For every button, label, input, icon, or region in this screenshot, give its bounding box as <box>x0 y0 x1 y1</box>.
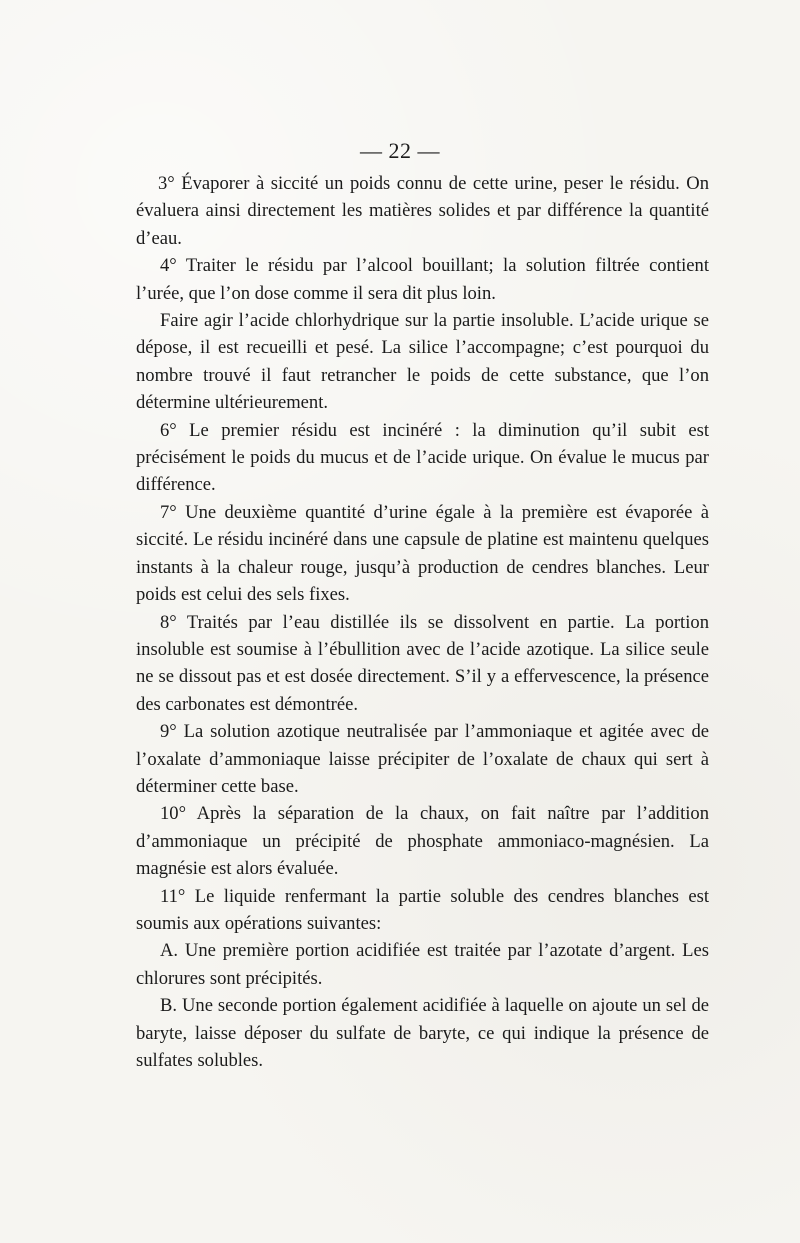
page-body <box>136 170 709 1074</box>
page-number: — 22 — <box>360 138 440 163</box>
paragraph-step-9: 9° La solution azotique neutralisée par l’ammoniaque et agitée avec de l’oxalate d’ammoniaque laisse précipiter de l’oxalate de chaux qui sert à déterminer cette base. <box>136 721 709 797</box>
paragraph-substep-b: B. Une seconde portion également acidifiée à laquelle on ajoute un sel de baryte, laisse déposer du sulfate de baryte, ce qui indique la présence de sulfates solubles. <box>136 995 709 1071</box>
paragraph-step-7: 7° Une deuxième quantité d’urine égale à la première est évaporée à siccité. Le résidu incinéré dans une capsule de platine est maintenu quelques instants à la chaleur rouge, jusqu’à production de cendres blanches. Leur poids est celui des sels fixes. <box>136 501 709 606</box>
paragraph-step-10: 10° Après la séparation de la chaux, on fait naître par l’addition d’ammoniaque un précipité de phosphate ammoniaco-magnésien. La magnésie est alors évaluée. <box>136 803 709 880</box>
paragraph-step-3: 3° Évaporer à siccité un poids connu de cette urine, peser le résidu. On évaluera ainsi directement les matières solides et par différence la quantité d’eau. <box>136 173 709 249</box>
paragraph-step-4: 4° Traiter le résidu par l’alcool bouillant; la solution filtrée contient l’urée, que l’on dose comme il sera dit plus loin. <box>136 255 709 304</box>
paragraph-step-11: 11° Le liquide renfermant la partie soluble des cendres blanches est soumis aux opérations suivantes: <box>136 885 709 934</box>
paragraph-step-6: 6° Le premier résidu est incinéré : la diminution qu’il subit est précisément le poids du mucus et de l’acide urique. On évalue le mucus par différence. <box>136 419 709 496</box>
paragraph-step-8: 8° Traités par l’eau distillée ils se dissolvent en partie. La portion insoluble est soumise à l’ébullition avec de l’acide azotique. La silice seule ne se dissout pas et est dosée directement. S’il y a effervescence, la présence des carbonates est démontrée. <box>136 611 709 715</box>
paragraph-substep-a: A. Une première portion acidifiée est traitée par l’azotate d’argent. Les chlorures sont précipités. <box>136 940 709 989</box>
paragraph-step-5: Faire agir l’acide chlorhydrique sur la partie insoluble. L’acide urique se dépose, il est recueilli et pesé. La silice l’accompagne; c’est pourquoi du nombre trouvé il faut retrancher le poids de cette substance, que l’on détermine ultérieurement. <box>136 310 709 414</box>
